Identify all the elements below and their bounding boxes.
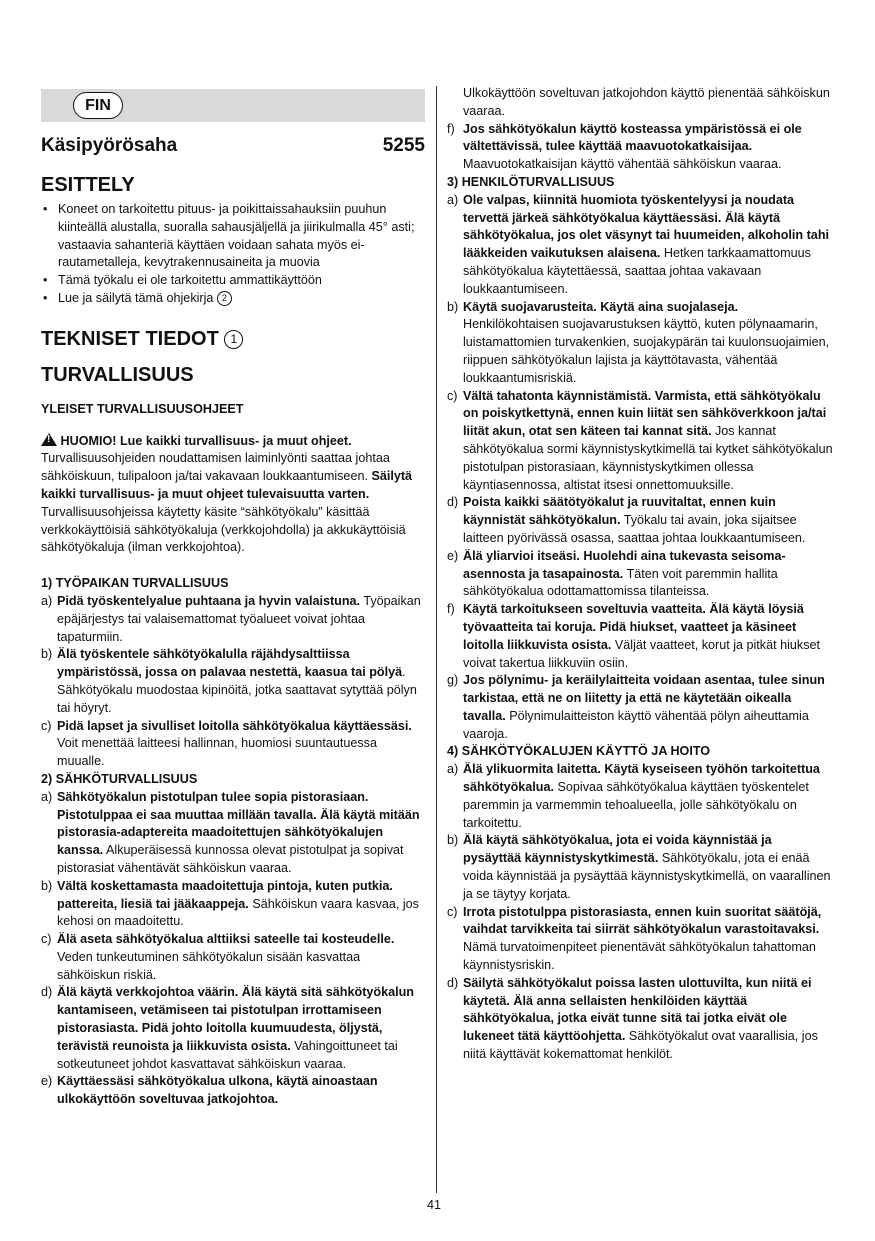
list-item: a) Ole valpas, kiinnitä huomiota työskentelyysi ja noudata tervettä järkeä sähkötyökalua käyttäessäsi. Älä käytä sähkötyökalua, jos olet väsynyt tai huumeiden, alkoholin tahi lääkkeiden vaikutuksen alaisena. Hetken tarkkaamattomuus sähkötyökalua käytettäessä, saattaa johtaa vakavaan loukkaantumiseen. [447,192,830,296]
list-item: c) Pidä lapset ja sivulliset loitolla sähkötyökalua käyttäessäsi. Voit menettää laitteesi hallinnan, huomiosi suuntautuessa muualle. [41,718,412,769]
language-bar [41,89,425,122]
item-text: Sähkötyökalut ovat vaarallisia, jos niitä käyttävät kokemattomat henkilöt. [463,1029,818,1062]
section-1-heading: 1) TYÖPAIKAN TURVALLISUUS [41,576,229,591]
product-model: 5255 [382,135,425,156]
item-bold: Sähkötyökalun pistotulpan tulee sopia pistorasiaan. Pistotulppaa ei saa muuttaa millään tavalla. Älä käytä mitään pistorasia-adaptereita maadoitettujen sähkötyökalujen kanssa. [57,789,420,858]
item-bold: Irrota pistotulppa pistorasiasta, ennen kuin suoritat säätöjä, vaihdat tarvikkeita tai siirrät sähkötyökalun varastoitavaksi. [463,904,822,937]
item-bold: Jos sähkötyökalun käyttö kosteassa ympäristössä ei ole vältettävissä, tulee käyttää maavuotokatkaisijaa. [463,121,802,154]
list-item-continued [447,85,833,121]
list-item: a) Älä ylikuormita laitetta. Käytä kyseiseen työhön tarkoitettua sähkötyökalua. Sopivaa sähkötyökalua käyttäen työskentelet paremmin ja varmemmin tehoalueella, jolle sähkötyökalu on tarkoitettu. [447,762,820,830]
intro-bullet: • Koneet on tarkoitettu pituus- ja poikittaissahauksiin puuhun kiinteällä alustalla, suoralla sahausjäljellä ja jiirikulmalla 45° asti; vastaavia sahanteriä käyttäen voidaan sahata myös ei-rautametalleja, kevytrakennusaineita ja muovia [41,201,425,272]
list-item: f) Jos sähkötyökalun käyttö kosteassa ympäristössä ei ole vältettävissä, tulee käyttää maavuotokatkaisijaa. Maavuotokatkaisijan käyttö vähentää sähköiskun vaaraa. [447,121,802,172]
item-bold: Pidä työskentelyalue puhtaana ja hyvin valaistuna. [57,593,361,608]
item-text: . Sähkötyökalu muodostaa kipinöitä, jotka saattavat sytyttää pölyn tai höyryt. [57,665,417,715]
list-item: g) Jos pölynimu- ja keräilylaitteita voidaan asentaa, tulee sinun tarkistaa, että ne on liitetty ja että ne käytetään oikealla tavalla. Pölynimulaitteiston käyttö vähentää pölyn aiheuttamia vaaroja. [447,673,825,741]
item-text: Pölynimulaitteiston käyttö vähentää pölyn aiheuttamia vaaroja. [463,708,809,741]
intro-bullet-text: Lue ja säilytä tämä ohjekirja [58,290,214,305]
item-bold: Älä käytä sähkötyökalua, jota ei voida käynnistää ja pysäyttää käynnistyskytkimestä. [463,833,772,866]
list-item: a) Pidä työskentelyalue puhtaana ja hyvin valaistuna. Työpaikan epäjärjestys tai valaisemattomat työalueet voivat johtaa tapaturmiin. [41,593,421,644]
general-safety-heading: YLEISET TURVALLISUUSOHJEET [41,401,244,416]
item-text: Henkilökohtaisen suojavarustuksen käyttö, kuten pölynaamarin, luistamattomien turvakenkien, suojakypärän tai kuulonsuojaimien, riippuen sähkötyökalun lajista ja käyttötavasta, vähentää loukkaantumisriskiä. [463,317,830,385]
item-bold: Älä käytä verkkojohtoa väärin. Älä käytä sitä sähkötyökalun kantamiseen, vetämiseen tai pistotulpan irrottamiseen pistorasiasta. Pidä johto loitolla kuumuudesta, öljystä, terävistä reunoista ja liikkuvista osista. [57,985,414,1053]
item-text: Voit menettää laitteesi hallinnan, huomiosi suuntautuessa muualle. [57,736,377,769]
list-item: d) Poista kaikki säätötyökalut ja ruuvitaltat, ennen kuin käynnistät sähkötyökalun. Työkalu tai avain, joka sijaitsee laitteen pyörivässä osassa, saattaa johtaa loukkaantumiseen. [447,495,806,545]
list-item: b) Älä työskentele sähkötyökalulla räjähdysalttiissa ympäristössä, jossa on palavaa nestettä, kaasua tai pölyä. Sähkötyökalu muodostaa kipinöitä, jotka saattavat sytyttää pölyn tai höyryt. [41,647,417,715]
safety-heading: TURVALLISUUS [41,363,194,386]
item-text: Työpaikan epäjärjestys tai valaisemattomat työalueet voivat johtaa tapaturmiin. [57,593,421,644]
right-column [447,85,833,1064]
item-text: Alkuperäisessä kunnossa olevat pistotulpat ja sopivat pistorasiat vähentävät sähköiskun vaaraa. [57,843,404,875]
list-item: b) Älä käytä sähkötyökalua, jota ei voida käynnistää ja pysäyttää käynnistyskytkimestä. Sähkötyökalu, jota ei enää voida käynnistää ja pysäyttää käynnistyskytkimellä, on vaarallinen ja se täytyy korjata. [447,833,831,901]
intro-bullet [41,290,425,308]
item-bold: Poista kaikki säätötyökalut ja ruuvitaltat, ennen kuin käynnistät sähkötyökalun. [463,495,776,528]
figure-ref-2: 2 [217,291,232,306]
item-bold: Käytä tarkoitukseen soveltuvia vaatteita. Älä käytä löysiä työvaatteita tai koruja. Pidä hiukset, vaatteet ja käsineet loitolla liikkuvista osista. [463,602,804,652]
warning-bold: HUOMIO! Lue kaikki turvallisuus- ja muut ohjeet. [60,433,352,448]
item-bold: Vältä tahatonta käynnistämistä. Varmista, että sähkötyökalu on poiskytkettynä, ennen kuin liität sen sähköverkkoon ja/tai liität akun, otat sen käteen tai kannat sitä. [463,388,827,439]
item-bold: Pidä lapset ja sivulliset loitolla sähkötyökalua käyttäessäsi. [57,718,412,733]
left-column [41,89,425,1109]
intro-heading: ESITTELY [41,174,135,196]
product-name: Käsipyörösaha [41,135,178,156]
list-item: e) Käyttäessäsi sähkötyökalua ulkona, käytä ainoastaan ulkokäyttöön soveltuvaa jatkojohtoa. [41,1074,378,1107]
intro-bullet: • Tämä työkalu ei ole tarkoitettu ammattikäyttöön [41,272,425,290]
item-bold: Älä työskentele sähkötyökalulla räjähdysalttiissa ympäristössä, jossa on palavaa nestettä, kaasua tai pölyä [57,647,403,680]
item-bold: Jos pölynimu- ja keräilylaitteita voidaan asentaa, tulee sinun tarkistaa, että ne on liitetty ja että ne käytetään oikealla tavalla. [463,673,825,723]
list-item: d) Älä käytä verkkojohtoa väärin. Älä käytä sitä sähkötyökalun kantamiseen, vetämiseen tai pistotulpan irrottamiseen pistorasiasta. Pidä johto loitolla kuumuudesta, öljystä, terävistä reunoista ja liikkuvista osista. Vahingoittuneet tai sotkeutuneet johdot kasvattavat sähköiskun vaaraa. [41,985,414,1071]
list-item: c) Irrota pistotulppa pistorasiasta, ennen kuin suoritat säätöjä, vaihdat tarvikkeita tai siirrät sähkötyökalun varastoitavaksi. Nämä turvatoimenpiteet pienentävät sähkötyökalun tahattoman käynnistysriskin. [447,904,822,973]
list-item: c) Älä aseta sähkötyökalua alttiiksi sateelle tai kosteudelle. Veden tunkeutuminen sähkötyökalun sisään kasvattaa sähköiskun riskiä. [41,932,395,982]
page-number: 41 [427,1198,442,1212]
figure-ref-1: 1 [224,330,243,349]
warning-paragraph [41,433,425,558]
item-text: Täten voit paremmin hallita sähkötyökalua odottamattomissa tilanteissa. [463,566,778,599]
item-text: Veden tunkeutuminen sähkötyökalun sisään kasvattaa sähköiskun riskiä. [57,949,361,982]
list-item: b) Vältä koskettamasta maadoitettuja pintoja, kuten putkia. pattereita, liesiä tai jääkaappeja. Sähköiskun vaara kasvaa, jos kehosi on maadoitettu. [41,878,419,929]
item-bold: Älä yliarvioi itseäsi. Huolehdi aina tukevasta seisoma-asennosta ja tasapainosta. [463,548,786,581]
item-bold: Säilytä sähkötyökalut poissa lasten ulottuvilta, kun niitä ei käytetä. Älä anna sellaisten henkilöiden käyttää sähkötyökalua, jotka eivät tunne sitä tai jotka eivät ole lukeneet tätä käyttöohjetta. [463,975,812,1044]
item-bold: Käytä suojavarusteita. Käytä aina suojalaseja. [463,299,739,314]
item-text: Sopivaa sähkötyökalua käyttäen työskentelet paremmin ja varmemmin tehoalueella, jolle sähkötyökalu on tarkoitettu. [463,780,809,830]
item-text: Maavuotokatkaisijan käyttö vähentää sähköiskun vaaraa. [463,157,782,172]
item-text: Hetken tarkkaamattomuus sähkötyökalua käytettäessä, saattaa johtaa vakavaan loukkaantumiseen. [463,246,811,296]
item-bold: Älä ylikuormita laitetta. Käytä kyseiseen työhön tarkoitettua sähkötyökalua. [463,762,820,795]
list-item: e) Älä yliarvioi itseäsi. Huolehdi aina tukevasta seisoma-asennosta ja tasapainosta. Täten voit paremmin hallita sähkötyökalua odottamattomissa tilanteissa. [447,548,786,599]
list-item: d) Säilytä sähkötyökalut poissa lasten ulottuvilta, kun niitä ei käytetä. Älä anna sellaisten henkilöiden käyttää sähkötyökalua, jotka eivät tunne sitä tai jotka eivät ole lukeneet tätä käyttöohjetta. Sähkötyökalut ovat vaarallisia, jos niitä käyttävät kokemattomat henkilöt. [447,975,818,1062]
item-bold: Ole valpas, kiinnitä huomiota työskentelyysi ja noudata tervettä järkeä sähkötyökalua käyttäessäsi. Älä käytä sähkötyökalua, jos olet väsynyt tai huumeiden, alkoholin tahi lääkkeiden vaikutuksen alaisena. [463,192,830,261]
tech-heading [41,327,425,351]
item-text: Sähkötyökalu, jota ei enää voida käynnistää ja pysäyttää käynnistyskytkimellä, on vaarallinen ja se täytyy korjata. [463,851,831,901]
item-text: Nämä turvatoimenpiteet pienentävät sähkötyökalun tahattoman käynnistysriskin. [463,940,816,973]
warning-icon [41,433,57,446]
item-text: Jos kannat sähkötyökalua sormi käynnistyskytkimellä tai kytket sähkötyökalun pistotulpan pistorasiaan, käynnistyskytkimen ollessa käyntiasennossa, altistat itsesi onnettomuuksille. [463,424,833,492]
item-bold: Vältä koskettamasta maadoitettuja pintoja, kuten putkia. pattereita, liesiä tai jääkaappeja. [57,878,393,911]
language-badge: FIN [73,92,123,119]
section-3-heading: 3) HENKILÖTURVALLISUUS [447,174,615,189]
title-row [41,135,425,157]
list-item: f) Käytä tarkoitukseen soveltuvia vaatteita. Älä käytä löysiä työvaatteita tai koruja. Pidä hiukset, vaatteet ja käsineet loitolla liikkuvista osista. Väljät vaatteet, korut ja pitkät hiukset voivat takertua liikkuviin osiin. [447,602,821,670]
section-2-heading: 2) SÄHKÖTURVALLISUUS [41,771,198,786]
item-text: Sähköiskun vaara kasvaa, jos kehosi on maadoitettu. [57,896,419,929]
item-text: Työkalu tai avain, joka sijaitsee laitteen pyörivässä osassa, saattaa johtaa loukkaantumiseen. [463,513,806,545]
item-bold: Älä aseta sähkötyökalua alttiiksi sateelle tai kosteudelle. [57,932,395,947]
list-item: b) Käytä suojavarusteita. Käytä aina suojalaseja. Henkilökohtaisen suojavarustuksen käyttö, kuten pölynaamarin, luistamattomien turvakenkien, suojakypärän tai kuulonsuojaimien, riippuen sähkötyökalun lajista ja käyttötavasta, vähentää loukkaantumisriskiä. [447,299,830,385]
item-bold: Käyttäessäsi sähkötyökalua ulkona, käytä ainoastaan ulkokäyttöön soveltuvaa jatkojohtoa. [57,1074,378,1107]
item-text: Vahingoittuneet tai sotkeutuneet johdot kasvattavat sähköiskun vaaraa. [57,1038,398,1071]
item-text: Väljät vaatteet, korut ja pitkät hiukset voivat takertua liikkuviin osiin. [463,637,821,670]
item-text: Ulkokäyttöön soveltuvan jatkojohdon käyttö pienentää sähköiskun vaaraa. [463,86,830,118]
tech-heading-text: TEKNISET TIEDOT [41,327,219,350]
list-item: a) Sähkötyökalun pistotulpan tulee sopia pistorasiaan. Pistotulppaa ei saa muuttaa millään tavalla. Älä käytä mitään pistorasia-adaptereita maadoitettujen sähkötyökalujen kanssa. Alkuperäisessä kunnossa olevat pistotulpat ja sopivat pistorasiat vähentävät sähköiskun vaaraa. [41,789,420,875]
warning-bold-2: Säilytä kaikki turvallisuus- ja muut ohjeet tulevaisuutta varten. [41,469,413,501]
warning-text: Turvallisuusohjeiden noudattamisen laiminlyönti saattaa johtaa sähköiskuun, tulipaloon ja/tai vakavaan loukkaantumiseen. [41,451,390,484]
column-divider [436,86,437,1193]
warning-text-2: Turvallisuusohjeissa käytetty käsite “sähkötyökalu” käsittää verkkokäyttöisiä sähkötyökaluja (verkkojohdolla) ja akkukäyttöisiä sähkötyökaluja (ilman verkkojohtoa). [41,504,406,555]
intro-bullets [41,201,425,308]
list-item: c) Vältä tahatonta käynnistämistä. Varmista, että sähkötyökalu on poiskytkettynä, ennen kuin liität sen sähköverkkoon ja/tai liität akun, otat sen käteen tai kannat sitä. Jos kannat sähkötyökalua sormi käynnistyskytkimellä tai kytket sähkötyökalun pistotulpan pistorasiaan, käynnistyskytkimen ollessa käyntiasennossa, altistat itsesi onnettomuuksille. [447,388,833,492]
section-4-heading: 4) SÄHKÖTYÖKALUJEN KÄYTTÖ JA HOITO [447,744,711,759]
